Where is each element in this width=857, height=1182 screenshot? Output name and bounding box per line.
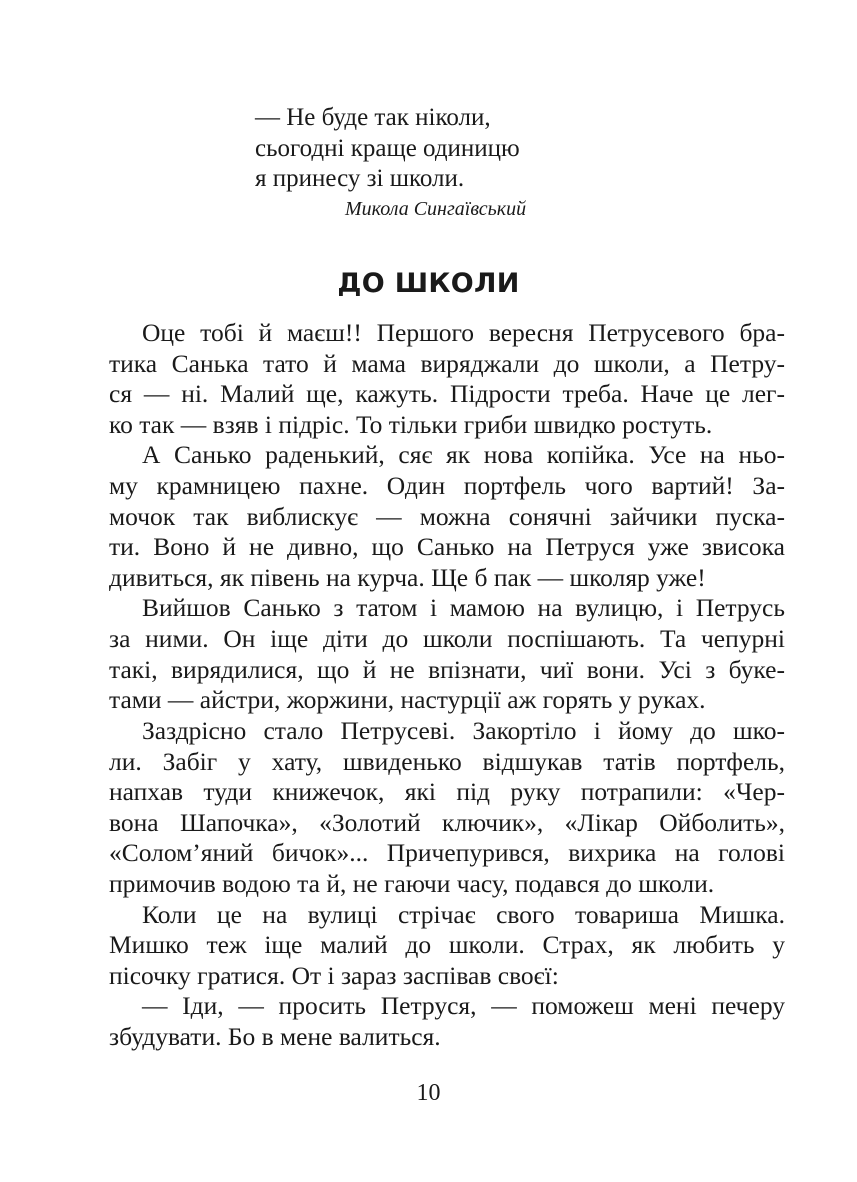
text-line: примочив водою та й, не гаючи часу, подався до школи. [109,868,715,898]
text-line: «Солом’яний бичок»... Причепурився, вихрика на голові [109,838,785,868]
text-line: — Іди, — просить Петруся, — поможеш мені печеру [142,991,785,1021]
epigraph-author: Микола Сингаївський [345,198,527,220]
story-text [109,318,785,1053]
text-line: такі, вирядилися, що й не впізнати, чиї вони. Усі з буке- [109,654,785,684]
text-line: Вийшов Санько з татом і мамою на вулицю, і Петрусь [142,593,785,623]
text-line: тами — айстри, жоржини, настурції аж горять у руках. [109,685,706,715]
epigraph-line: сьогодні краще одиницю [255,134,520,162]
text-line: Коли це на вулиці стрічає свого товариша Мишка. [142,899,785,929]
epigraph [255,103,520,195]
text-line: Заздрісно стало Петрусеві. Закортіло і йому до шко- [142,715,785,745]
text-line: тика Санька тато й мама виряджали до школи, а Петру- [109,348,785,378]
epigraph-line: — Не буде так ніколи, [255,104,491,131]
text-line: вона Шапочка», «Золотий ключик», «Лікар Ойболить», [109,807,785,837]
text-line: ти. Воно й не дивно, що Санько на Петруся уже звисока [109,532,785,562]
text-line: ко так — взяв і підріс. То тільки гриби швидко ростуть. [109,409,713,439]
text-line: дивиться, як півень на курча. Ще б пак — школяр уже! [109,562,706,592]
text-line: му крамницею пахне. Один портфель чого вартий! За- [109,471,785,501]
text-line: мочок так виблискує — можна сонячні зайчики пуска- [109,501,785,531]
text-line: напхав туди книжечок, які під руку потрапили: «Чер- [109,777,785,807]
text-line: пісочку гратися. От і зараз заспівав своєї: [109,960,559,990]
text-line: Мишко теж іще малий до школи. Страх, як любить у [109,930,785,960]
epigraph-line: я принесу зі школи. [255,165,465,192]
text-line: збудувати. Бо в мене валиться. [109,1022,441,1052]
text-line: Оце тобі й маєш!! Першого вересня Петрусевого бра- [142,318,785,347]
page-number: 10 [416,1080,441,1106]
text-line: А Санько раденький, сяє як нова копійка. Усе на ньо- [142,440,785,470]
text-line: ли. Забіг у хату, швиденько відшукав татів портфель, [109,746,785,776]
text-line: за ними. Он іще діти до школи поспішають. Та чепурні [109,624,785,654]
chapter-title: ДО ШКОЛИ [337,268,520,299]
text-line: ся — ні. Малий ще, кажуть. Підрости треба. Наче це лег- [109,379,785,409]
